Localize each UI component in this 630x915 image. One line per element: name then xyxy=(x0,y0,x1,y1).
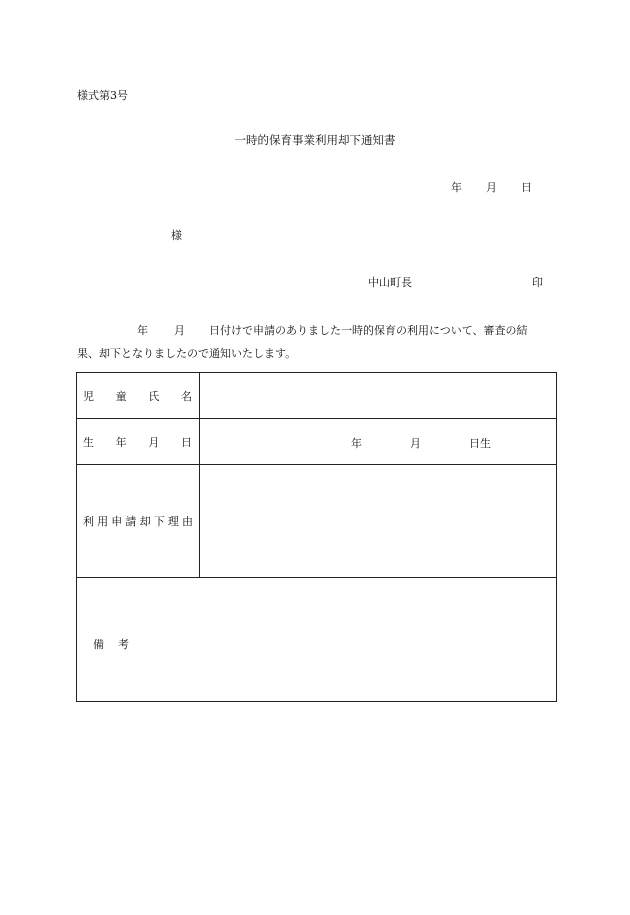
label-char: 備 xyxy=(93,637,104,651)
remarks-label xyxy=(93,636,129,652)
label-char: 請 xyxy=(125,515,137,528)
reason-label xyxy=(77,465,200,578)
label-char: 氏 xyxy=(148,389,160,403)
date-day-label: 日 xyxy=(521,181,532,194)
child-name-field[interactable] xyxy=(200,373,557,419)
label-char: 童 xyxy=(115,389,127,403)
reason-row xyxy=(77,465,557,578)
child-name-label xyxy=(77,373,200,419)
date-year-label: 年 xyxy=(451,181,462,194)
birthdate-label xyxy=(77,419,200,465)
label-char: 日 xyxy=(180,435,192,449)
issuer-title: 中山町長 xyxy=(368,276,412,289)
remarks-row xyxy=(77,578,557,702)
label-char: 用 xyxy=(97,515,109,528)
birth-month-label: 月 xyxy=(410,437,421,450)
label-char: 月 xyxy=(148,435,160,449)
addressee-honorific: 様 xyxy=(171,229,182,242)
birth-day-label: 日生 xyxy=(469,437,491,450)
label-char: 由 xyxy=(181,515,193,528)
birth-year-label: 年 xyxy=(351,437,362,450)
body-month-label: 月 xyxy=(174,324,185,337)
label-char: 申 xyxy=(111,515,123,528)
reason-field[interactable] xyxy=(200,465,557,578)
date-month-label: 月 xyxy=(486,181,497,194)
label-char: 生 xyxy=(83,435,94,449)
birthdate-field[interactable] xyxy=(200,419,557,465)
label-char: 年 xyxy=(115,435,127,449)
info-table xyxy=(76,372,557,702)
form-number: 様式第3号 xyxy=(77,89,128,102)
label-char: 名 xyxy=(180,389,192,403)
label-char: 児 xyxy=(83,389,94,403)
body-year-label: 年 xyxy=(137,324,148,337)
label-char: 理 xyxy=(167,515,179,528)
birthdate-row xyxy=(77,419,557,465)
label-char: 利 xyxy=(83,515,94,528)
body-line-2: 果、却下となりましたので通知いたします。 xyxy=(77,347,297,360)
label-char: 却 xyxy=(139,515,151,528)
body-text-1: 日付けで申請のありました一時的保育の利用について、審査の結 xyxy=(209,324,528,337)
document-title: 一時的保育事業利用却下通知書 xyxy=(234,133,396,147)
label-char: 考 xyxy=(118,637,129,651)
seal-mark: 印 xyxy=(532,276,543,289)
label-char: 下 xyxy=(153,515,165,528)
child-name-row xyxy=(77,373,557,419)
remarks-field[interactable] xyxy=(77,578,557,702)
